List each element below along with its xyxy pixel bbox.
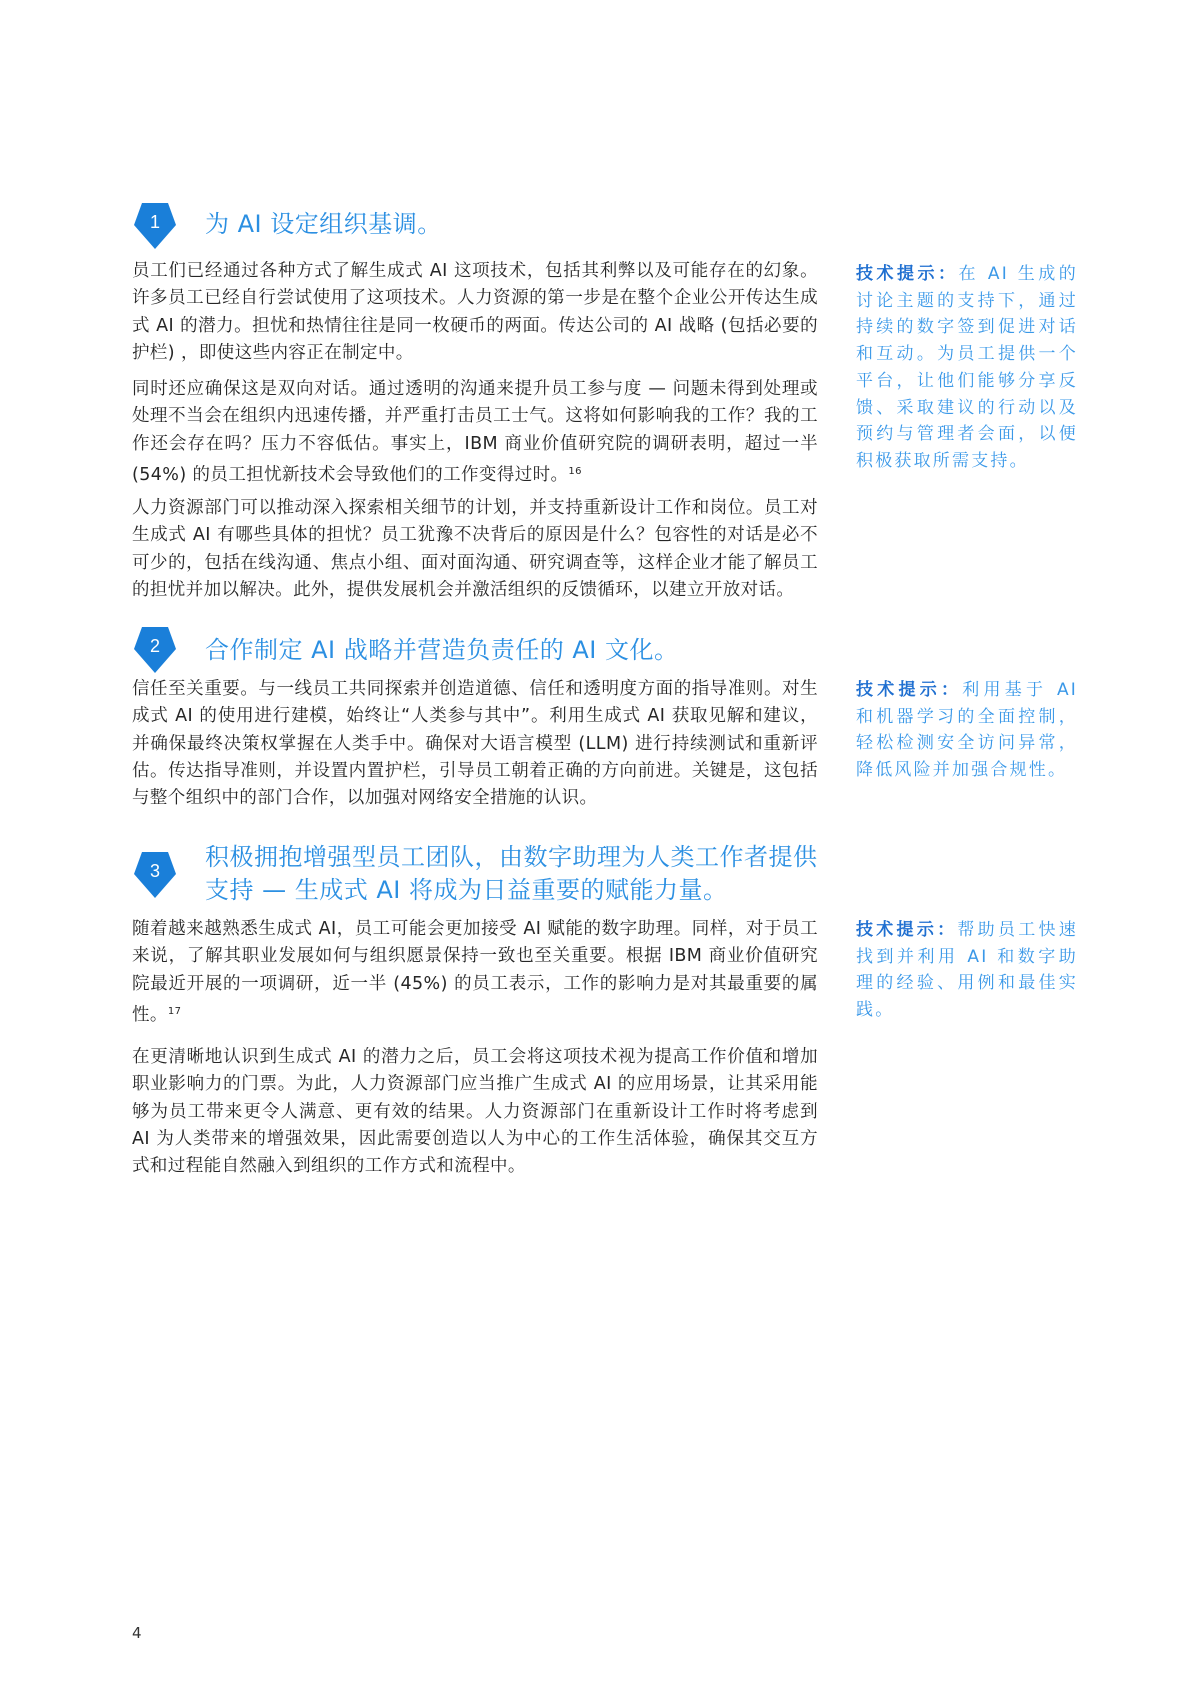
section-title: 为 AI 设定组织基调。 xyxy=(205,210,442,238)
body-paragraph xyxy=(132,916,818,1029)
body-paragraph xyxy=(132,376,818,489)
tip-label: 技术提示： xyxy=(856,680,963,700)
tip-text: 利用基于 AI 和机器学习的全面控制，轻松检测安全访问异常，降低风险并加强合规性。 xyxy=(856,680,1079,781)
tip-label: 技术提示： xyxy=(856,264,959,284)
paragraph-text: 同时还应确保这是双向对话。通过透明的沟通来提升员工参与度 — 问题未得到处理或处理不当会在组织内迅速传播，并严重打击员工士气。这将如何影响我的工作？我的工作还会存在吗？压力不容低估。事实上，IBM 商业价值研究院的调研表明，超过一半 (54%) 的员工担忧新技术会导致他们的工作变得过时。 xyxy=(132,379,818,485)
tip-label: 技术提示： xyxy=(856,920,958,940)
tip-text: 帮助员工快速找到并利用 AI 和数字助理的经验、用例和最佳实践。 xyxy=(856,920,1079,1021)
section-title: 合作制定 AI 战略并营造负责任的 AI 文化。 xyxy=(205,636,679,664)
section-number-badge xyxy=(134,852,176,898)
page-number: 4 xyxy=(132,1624,142,1642)
body-paragraph: 员工们已经通过各种方式了解生成式 AI 这项技术，包括其利弊以及可能存在的幻象。许多员工已经自行尝试使用了这项技术。人力资源的第一步是在整个企业公开传达生成式 AI 的潜力。担忧和热情往往是同一枚硬币的两面。传达公司的 AI 战略 (包括必要的护栏) ，即使这些内容正在制定中。 xyxy=(132,261,818,363)
tech-tip xyxy=(856,677,1078,784)
tech-tip xyxy=(856,261,1078,475)
body-paragraph: 在更清晰地认识到生成式 AI 的潜力之后，员工会将这项技术视为提高工作价值和增加职业影响力的门票。为此，人力资源部门应当推广生成式 AI 的应用场景，让其采用能够为员工带来更令人满意、更有效的结果。人力资源部门在重新设计工作时将考虑到 AI 为人类带来的增强效果，因此需要创造以人为中心的工作生活体验，确保其交互方式和过程能自然融入到组织的工作方式和流程中。 xyxy=(132,1047,818,1177)
footnote-ref: 17 xyxy=(167,1005,182,1017)
section-number-badge xyxy=(134,627,176,673)
section-number-badge xyxy=(134,203,176,249)
body-paragraph: 信任至关重要。与一线员工共同探索并创造道德、信任和透明度方面的指导准则。对生成式 AI 的使用进行建模，始终让“人类参与其中”。利用生成式 AI 获取见解和建议，并确保最终决策权掌握在人类手中。确保对大语言模型 (LLM) 进行持续测试和重新评估。传达指导准则，并设置内置护栏，引导员工朝着正确的方向前进。关键是，这包括与整个组织中的部门合作，以加强对网络安全措施的认识。 xyxy=(132,679,818,809)
section-title: 积极拥抱增强型员工团队，由数字助理为人类工作者提供支持 — 生成式 AI 将成为日益重要的赋能力量。 xyxy=(205,843,818,904)
badge-number: 1 xyxy=(149,212,160,232)
body-paragraph: 人力资源部门可以推动深入探索相关细节的计划，并支持重新设计工作和岗位。员工对生成式 AI 有哪些具体的担忧？员工犹豫不决背后的原因是什么？包容性的对话是必不可少的，包括在线沟通、焦点小组、面对面沟通、研究调查等，这样企业才能了解员工的担忧并加以解决。此外，提供发展机会并激活组织的反馈循环，以建立开放对话。 xyxy=(132,498,818,600)
tip-text: 在 AI 生成的讨论主题的支持下，通过持续的数字签到促进对话和互动。为员工提供一个平台，让他们能够分享反馈、采取建议的行动以及预约与管理者会面，以便积极获取所需支持。 xyxy=(856,264,1078,471)
footnote-ref: 16 xyxy=(568,465,582,477)
badge-number: 2 xyxy=(149,636,160,656)
paragraph-text: 随着越来越熟悉生成式 AI，员工可能会更加接受 AI 赋能的数字助理。同样，对于员工来说，了解其职业发展如何与组织愿景保持一致也至关重要。根据 IBM 商业价值研究院最近开展的一项调研，近一半 (45%) 的员工表示，工作的影响力是对其最重要的属性。 xyxy=(132,919,818,1025)
tech-tip xyxy=(856,917,1078,1024)
badge-number: 3 xyxy=(149,861,160,881)
